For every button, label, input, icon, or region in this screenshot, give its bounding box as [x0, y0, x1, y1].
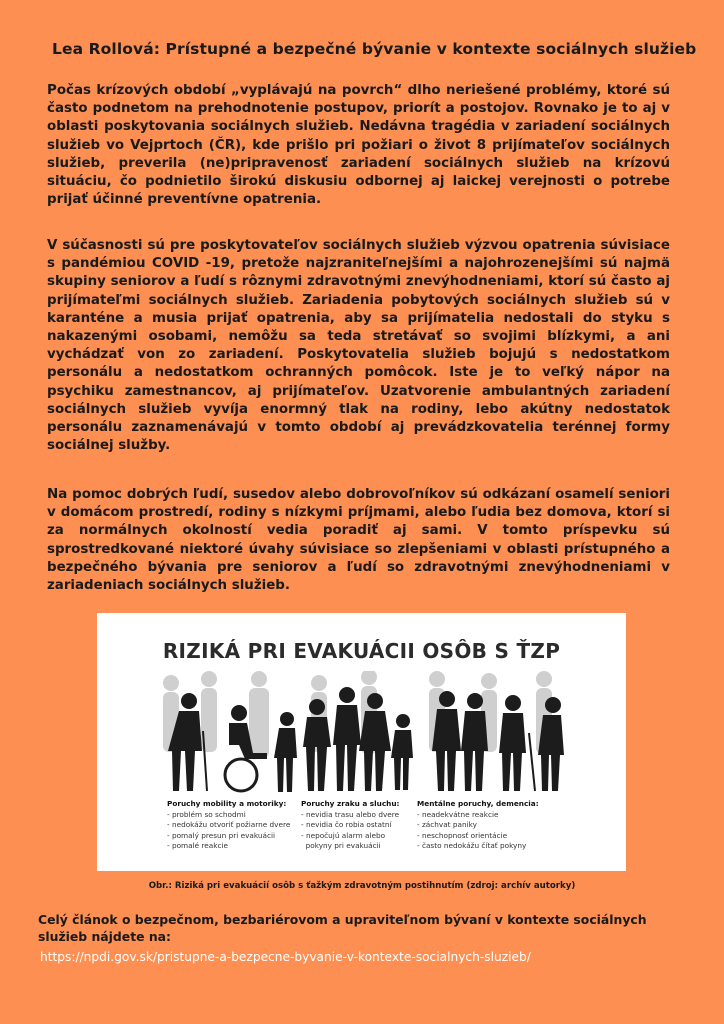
- paragraph-1: Počas krízových období „vyplávajú na povrch“ dlho neriešené problémy, ktoré sú často podnetom na prehodnotenie postupov, priorít a postojov. Rovnako je to aj v oblasti poskytovania sociálnych služieb. Nedávna tragédia v zariadení sociálnych služieb vo Vejprtoch (ČR), kde prišlo pri požiari o život 8 prijímateľov sociálnych služieb, preverila (ne)pripravenosť zariadení sociálnych služieb na krízovú situáciu, čo podnietilo širokú diskusiu odbornej aj laickej verejnosti o potrebe prijať účinné preventívne opatrenia.: [47, 83, 670, 208]
- column-item: - nedokážu otvoriť požiarne dvere: [167, 820, 291, 830]
- column-item: - problém so schodmi: [167, 809, 246, 819]
- paragraph-2: V súčasnosti sú pre poskytovateľov sociálnych služieb výzvou opatrenia súvisiace s pandémiou COVID -19, pretože najzraniteľnejšími a najohrozenejšími sú najmä skupiny seniorov a ľudí s rôznymi zdravotnými znevýhodneniami, ktorí sú často aj prijímateľmi sociálnych služieb. Zariadenia pobytových sociálnych služieb sú v karanténe a musia prijať opatrenia, aby sa prijímatelia nedostali do styku s nakazenými osobami, nemôžu sa teda stretávať so svojimi blízkymi, a ani vychádzať von zo zariadení. Poskytovatelia služieb bojujú s nedostatkom personálu a nedostatkom ochranných pomôcok. Iste je to veľký nápor na psychiku zamestnancov, aj prijímateľov. Uzatvorenie ambulantných zariadení sociálnych služieb vyvíja enormný tlak na rodiny, lebo akútny nedostatok personálu zaznamenávajú v tomto období aj prevádzkovatelia terénnej formy sociálnej služby.: [47, 238, 670, 454]
- column-item: - často nedokážu čítať pokyny: [417, 841, 527, 851]
- figure-column-vision-hearing: [301, 799, 399, 852]
- column-item: pokyny pri evakuácii: [301, 841, 381, 851]
- column-item: - nepočujú alarm alebo: [301, 830, 386, 840]
- figure-column-mental: [417, 799, 539, 852]
- column-item: - neschopnosť orientácie: [417, 830, 508, 840]
- column-title: Mentálne poruchy, demencia:: [417, 799, 539, 808]
- column-item: - neadekvátne reakcie: [417, 809, 499, 819]
- figure-heading: RIZIKÁ PRI EVAKUÁCII OSÔB S ŤZP: [162, 639, 561, 663]
- column-item: - záchvat paniky: [417, 820, 477, 830]
- column-item: - nevidia trasu alebo dvere: [301, 809, 400, 819]
- paragraph-3: Na pomoc dobrých ľudí, susedov alebo dobrovoľníkov sú odkázaní osamelí seniori v domácom prostredí, rodiny s nízkymi príjmami, alebo ľudia bez domova, ktorí si za normálnych okolností vedia poradiť aj sami. V tomto príspevku sú sprostredkované niektoré úvahy súvisiace so zlepšeniami v oblasti prístupného a bezpečného bývania pre seniorov a ľudí so zdravotnými znevýhodneniami v zariadeniach sociálnych služieb.: [47, 487, 670, 594]
- column-item: - pomalé reakcie: [167, 841, 229, 851]
- column-title: Poruchy zraku a sluchu:: [301, 799, 400, 808]
- article-link[interactable]: https://npdi.gov.sk/pristupne-a-bezpecne-byvanie-v-kontexte-socialnych-sluzieb/: [40, 950, 531, 964]
- evacuation-risks-figure: [97, 613, 626, 871]
- footer-text: Celý článok o bezpečnom, bezbariérovom a upraviteľnom bývaní v kontexte sociálnych služieb nájdete na:: [38, 912, 647, 944]
- footer: [38, 912, 688, 966]
- figure-column-mobility: [167, 799, 290, 852]
- people-silhouettes-image: [149, 671, 575, 795]
- column-item: - pomalý presun pri evakuácii: [167, 830, 276, 840]
- column-title: Poruchy mobility a motoriky:: [167, 799, 287, 808]
- article-title: Lea Rollová: Prístupné a bezpečné bývanie v kontexte sociálnych služieb: [52, 40, 697, 58]
- column-item: - nevidia čo robia ostatní: [301, 820, 392, 830]
- figure-caption: Obr.: Riziká pri evakuácií osôb s ťažkým zdravotným postihnutím (zdroj: archív autorky): [148, 881, 576, 891]
